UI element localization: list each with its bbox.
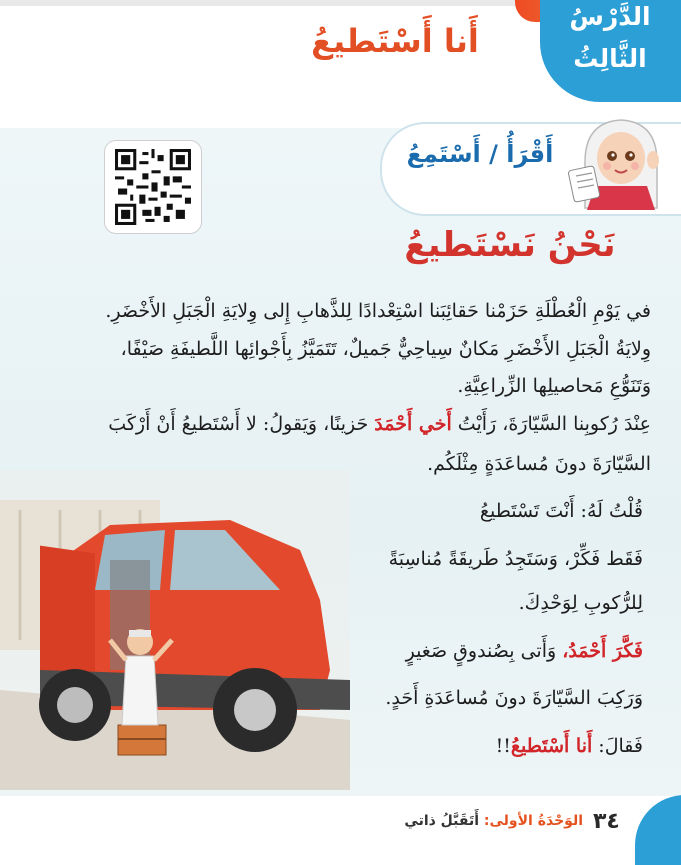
story-line: [108, 413, 651, 435]
story-line-highlight: أَخي أَحْمَدَ: [374, 413, 452, 435]
story-line-text: عِنْدَ رُكوبِنا السَّيّارَةَ، رَأَيْتُ: [451, 413, 651, 435]
page-title: أَنا أَسْتَطيعُ: [311, 22, 479, 60]
story-title: نَحْنُ نَسْتَطيعُ: [404, 225, 616, 265]
activity-label: أَقْرَأُ / أَسْتَمِعُ: [406, 140, 554, 168]
car-illustration: [0, 470, 350, 790]
unit-label: [388, 813, 583, 829]
story-line-text: فَقالَ:: [592, 735, 643, 757]
page-number: ٣٤: [593, 809, 620, 834]
unit-title: أَتَقَبَّلُ ذاتي: [404, 813, 484, 829]
story-line: وَرَكِبَ السَّيّارَةَ دونَ مُساعَدَةِ أَحَدٍ.: [385, 687, 643, 709]
girl-listening-illustration: [565, 112, 673, 210]
story-line-text: حَزينًا، وَيَقولُ: لا أَسْتَطيعُ أَنْ أَرْكَبَ: [108, 413, 375, 435]
lesson-label-line1: الدَّرْسُ: [569, 2, 651, 31]
story-line: وَتَنَوُّعِ مَحاصيلِها الزِّراعِيَّةِ.: [457, 375, 651, 397]
lesson-label-line2: الثَّالِثُ: [573, 44, 647, 73]
story-line: السَّيّارَةَ دونَ مُساعَدَةٍ مِثْلَكُم.: [427, 453, 651, 475]
story-line: [496, 735, 643, 757]
story-line: [406, 640, 643, 662]
unit-prefix: الوَحْدَةُ الأولى:: [483, 813, 583, 829]
story-line: في يَوْمِ الْعُطْلَةِ حَزَمْنا حَقائِبَنا اسْتِعْدادًا لِلذَّهابِ إِلى وِلايَةِ الْجَبَلِ الأَخْضَرِ.: [105, 300, 651, 322]
story-line-highlight: أَنا أَسْتَطيعُ: [510, 735, 593, 757]
story-line: وِلايَةُ الْجَبَلِ الأَخْضَرِ مَكانٌ سِياحِيٌّ جَميلٌ، تَتَمَيَّزُ بِأَجْوائِها اللَّطيفَةِ صَيْفًا،: [120, 338, 651, 360]
story-line: قُلْتُ لَهُ: أَنْتَ تَسْتَطيعُ: [479, 500, 643, 522]
story-line: فَقَط فَكِّرْ، وَسَتَجِدُ طَريقَةً مُناسِبَةً: [388, 548, 643, 570]
story-line-text: !!: [495, 735, 511, 757]
story-line-highlight: فَكَّرَ أَحْمَدُ،: [562, 640, 643, 662]
story-line: لِلرُّكوبِ لِوَحْدِكَ.: [518, 592, 643, 614]
qr-code-icon: [115, 149, 191, 225]
story-line-text: وَأَتى بِصُندوقٍ صَغيرٍ: [405, 640, 563, 662]
qr-code[interactable]: [104, 140, 202, 234]
footer-decoration: [635, 795, 681, 865]
